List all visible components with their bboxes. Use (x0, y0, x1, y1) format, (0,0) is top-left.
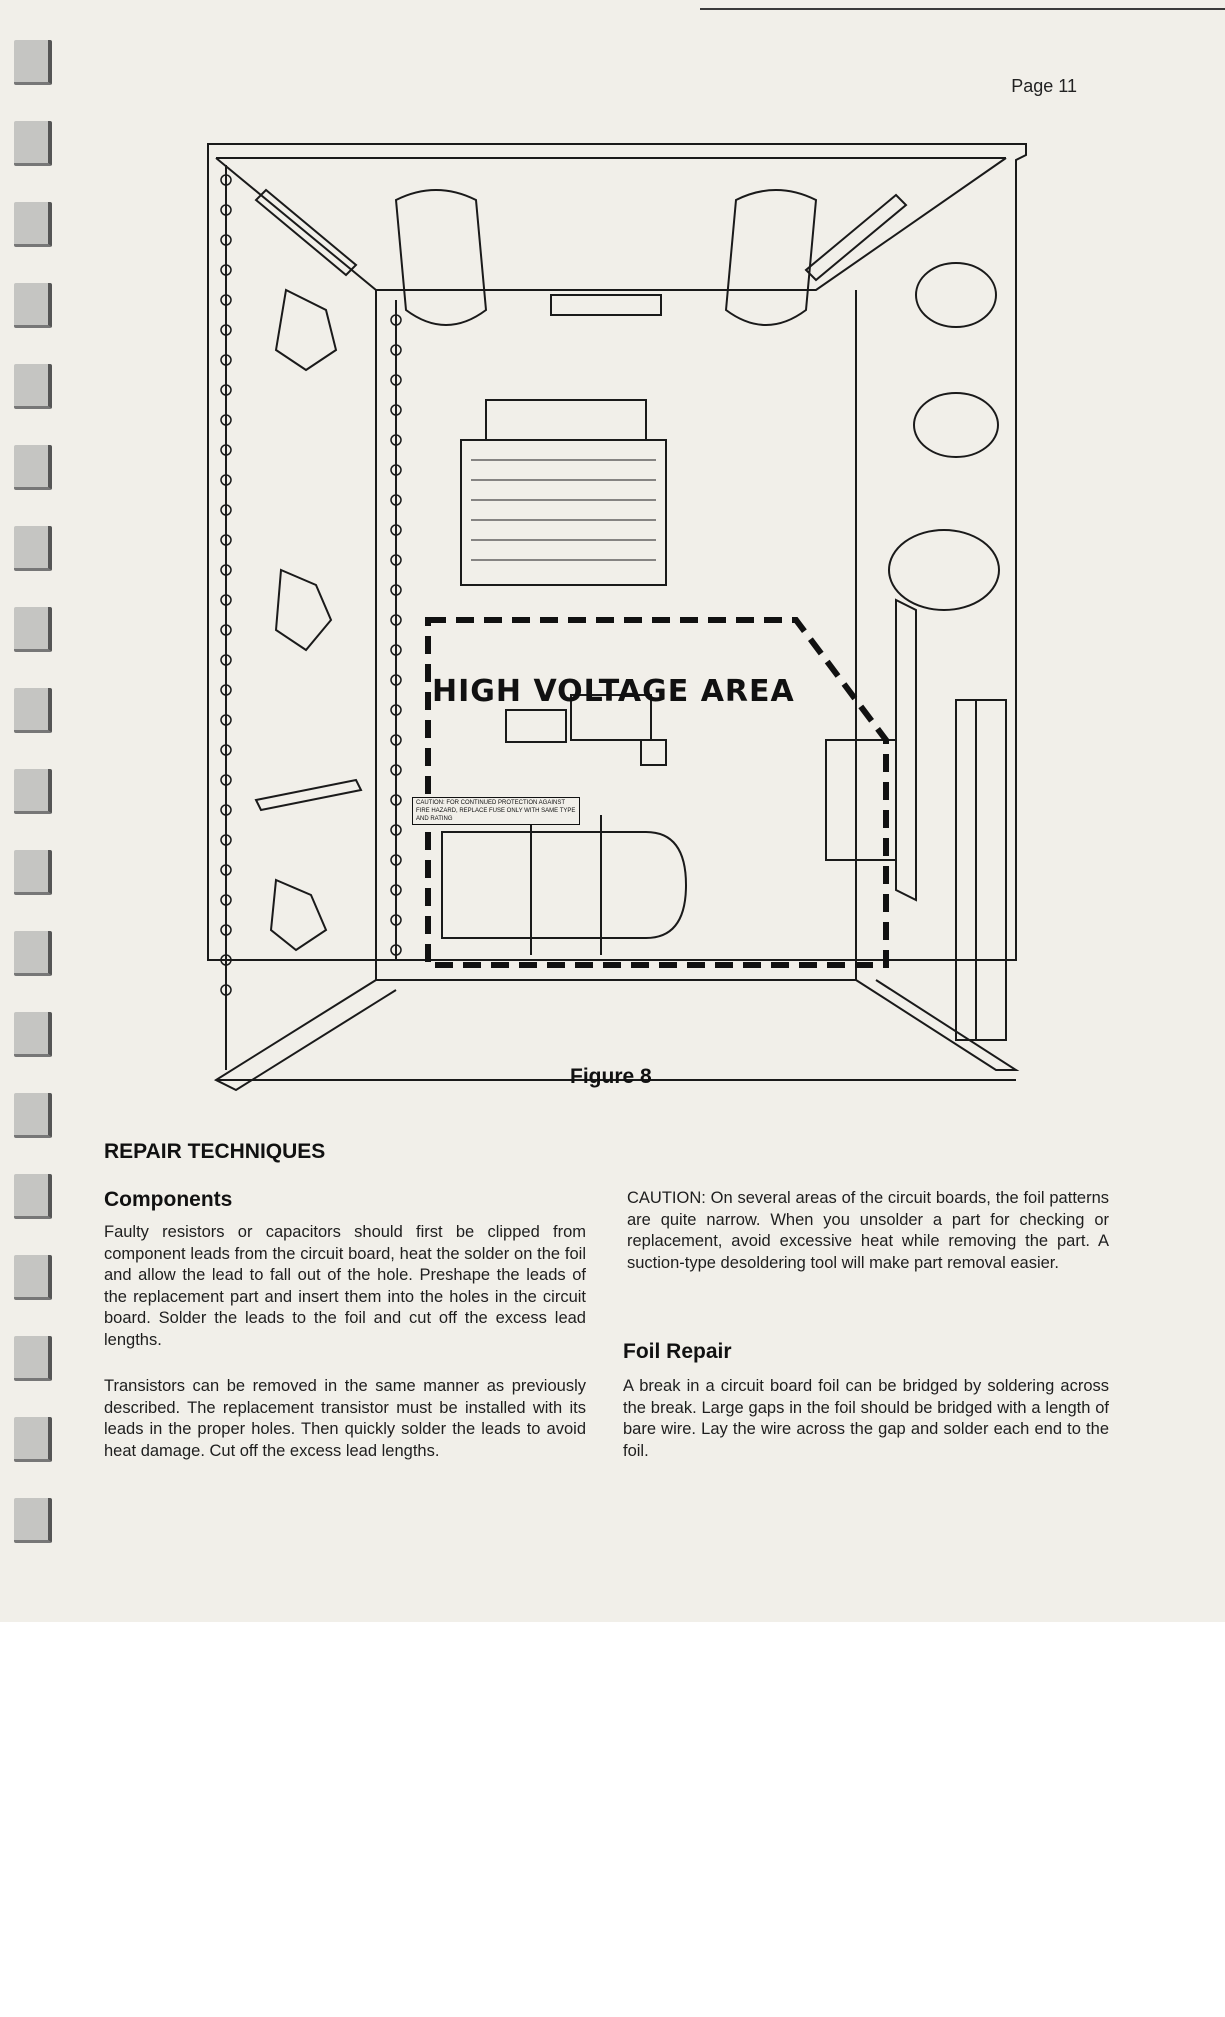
perforations (221, 175, 401, 995)
binding-punch-holes (14, 40, 54, 1580)
punch-hole (14, 283, 52, 328)
components-heading: Components (104, 1188, 233, 1211)
fuse-caution-label: CAUTION: FOR CONTINUED PROTECTION AGAINST FIRE HAZARD, REPLACE FUSE ONLY WITH SAME TYPE AND RATING (412, 797, 580, 825)
components-paragraph-1: Faulty resistors or capacitors should first be clipped from component leads from the circuit board, heat the solder on the foil and allow the lead to fall out of the hole. Preshape the leads of the replacement part and insert them into the holes in the circuit board. Solder the leads to the foil and cut off the excess lead lengths. (104, 1223, 586, 1349)
section-heading: REPAIR TECHNIQUES (104, 1140, 326, 1163)
caution-paragraph: CAUTION: On several areas of the circuit boards, the foil patterns are quite narrow. When you unsolder a part for checking or replacement, avoid excessive heat while removing the part. A suction-type desoldering tool will make part removal easier. (627, 1189, 1109, 1272)
foil-repair-heading: Foil Repair (623, 1340, 732, 1363)
chassis-floor (376, 290, 856, 980)
punch-hole (14, 1255, 52, 1300)
punch-hole (14, 688, 52, 733)
page-number: Page 11 (1011, 76, 1077, 96)
transformer (461, 440, 666, 585)
punch-hole (14, 445, 52, 490)
punch-hole (14, 850, 52, 895)
foil-repair-paragraph: A break in a circuit board foil can be bridged by soldering across the break. Large gaps in the foil should be bridged with a length of bare wire. Lay the wire across the gap and solder each end to the foil. (623, 1377, 1109, 1460)
chassis-back-edge (216, 158, 1006, 290)
chassis-figure (196, 140, 1046, 1100)
filter-capacitor (442, 832, 686, 938)
punch-hole (14, 1417, 52, 1462)
punch-hole (14, 1498, 52, 1543)
high-voltage-boundary (428, 620, 886, 965)
tube-left (396, 190, 486, 325)
punch-hole (14, 364, 52, 409)
punch-hole (14, 1012, 52, 1057)
chassis-illustration (196, 140, 1046, 1100)
punch-hole (14, 202, 52, 247)
punch-hole (14, 931, 52, 976)
punch-hole (14, 121, 52, 166)
high-voltage-label: HIGH VOLTAGE AREA (432, 674, 795, 709)
circuit-board (956, 700, 1006, 1040)
figure-caption: Figure 8 (570, 1065, 652, 1088)
punch-hole (14, 769, 52, 814)
components-paragraph-2: Transistors can be removed in the same manner as previously described. The replacement transistor must be installed with its leads in the proper holes. Then quickly solder the leads to avoid heat damage. Cut off the excess lead lengths. (104, 1377, 586, 1460)
punch-hole (14, 1174, 52, 1219)
top-rule (700, 8, 1225, 10)
chassis-outline (208, 144, 1026, 960)
punch-hole (14, 526, 52, 571)
punch-hole (14, 607, 52, 652)
punch-hole (14, 40, 52, 85)
tube-right (726, 190, 816, 325)
punch-hole (14, 1093, 52, 1138)
punch-hole (14, 1336, 52, 1381)
